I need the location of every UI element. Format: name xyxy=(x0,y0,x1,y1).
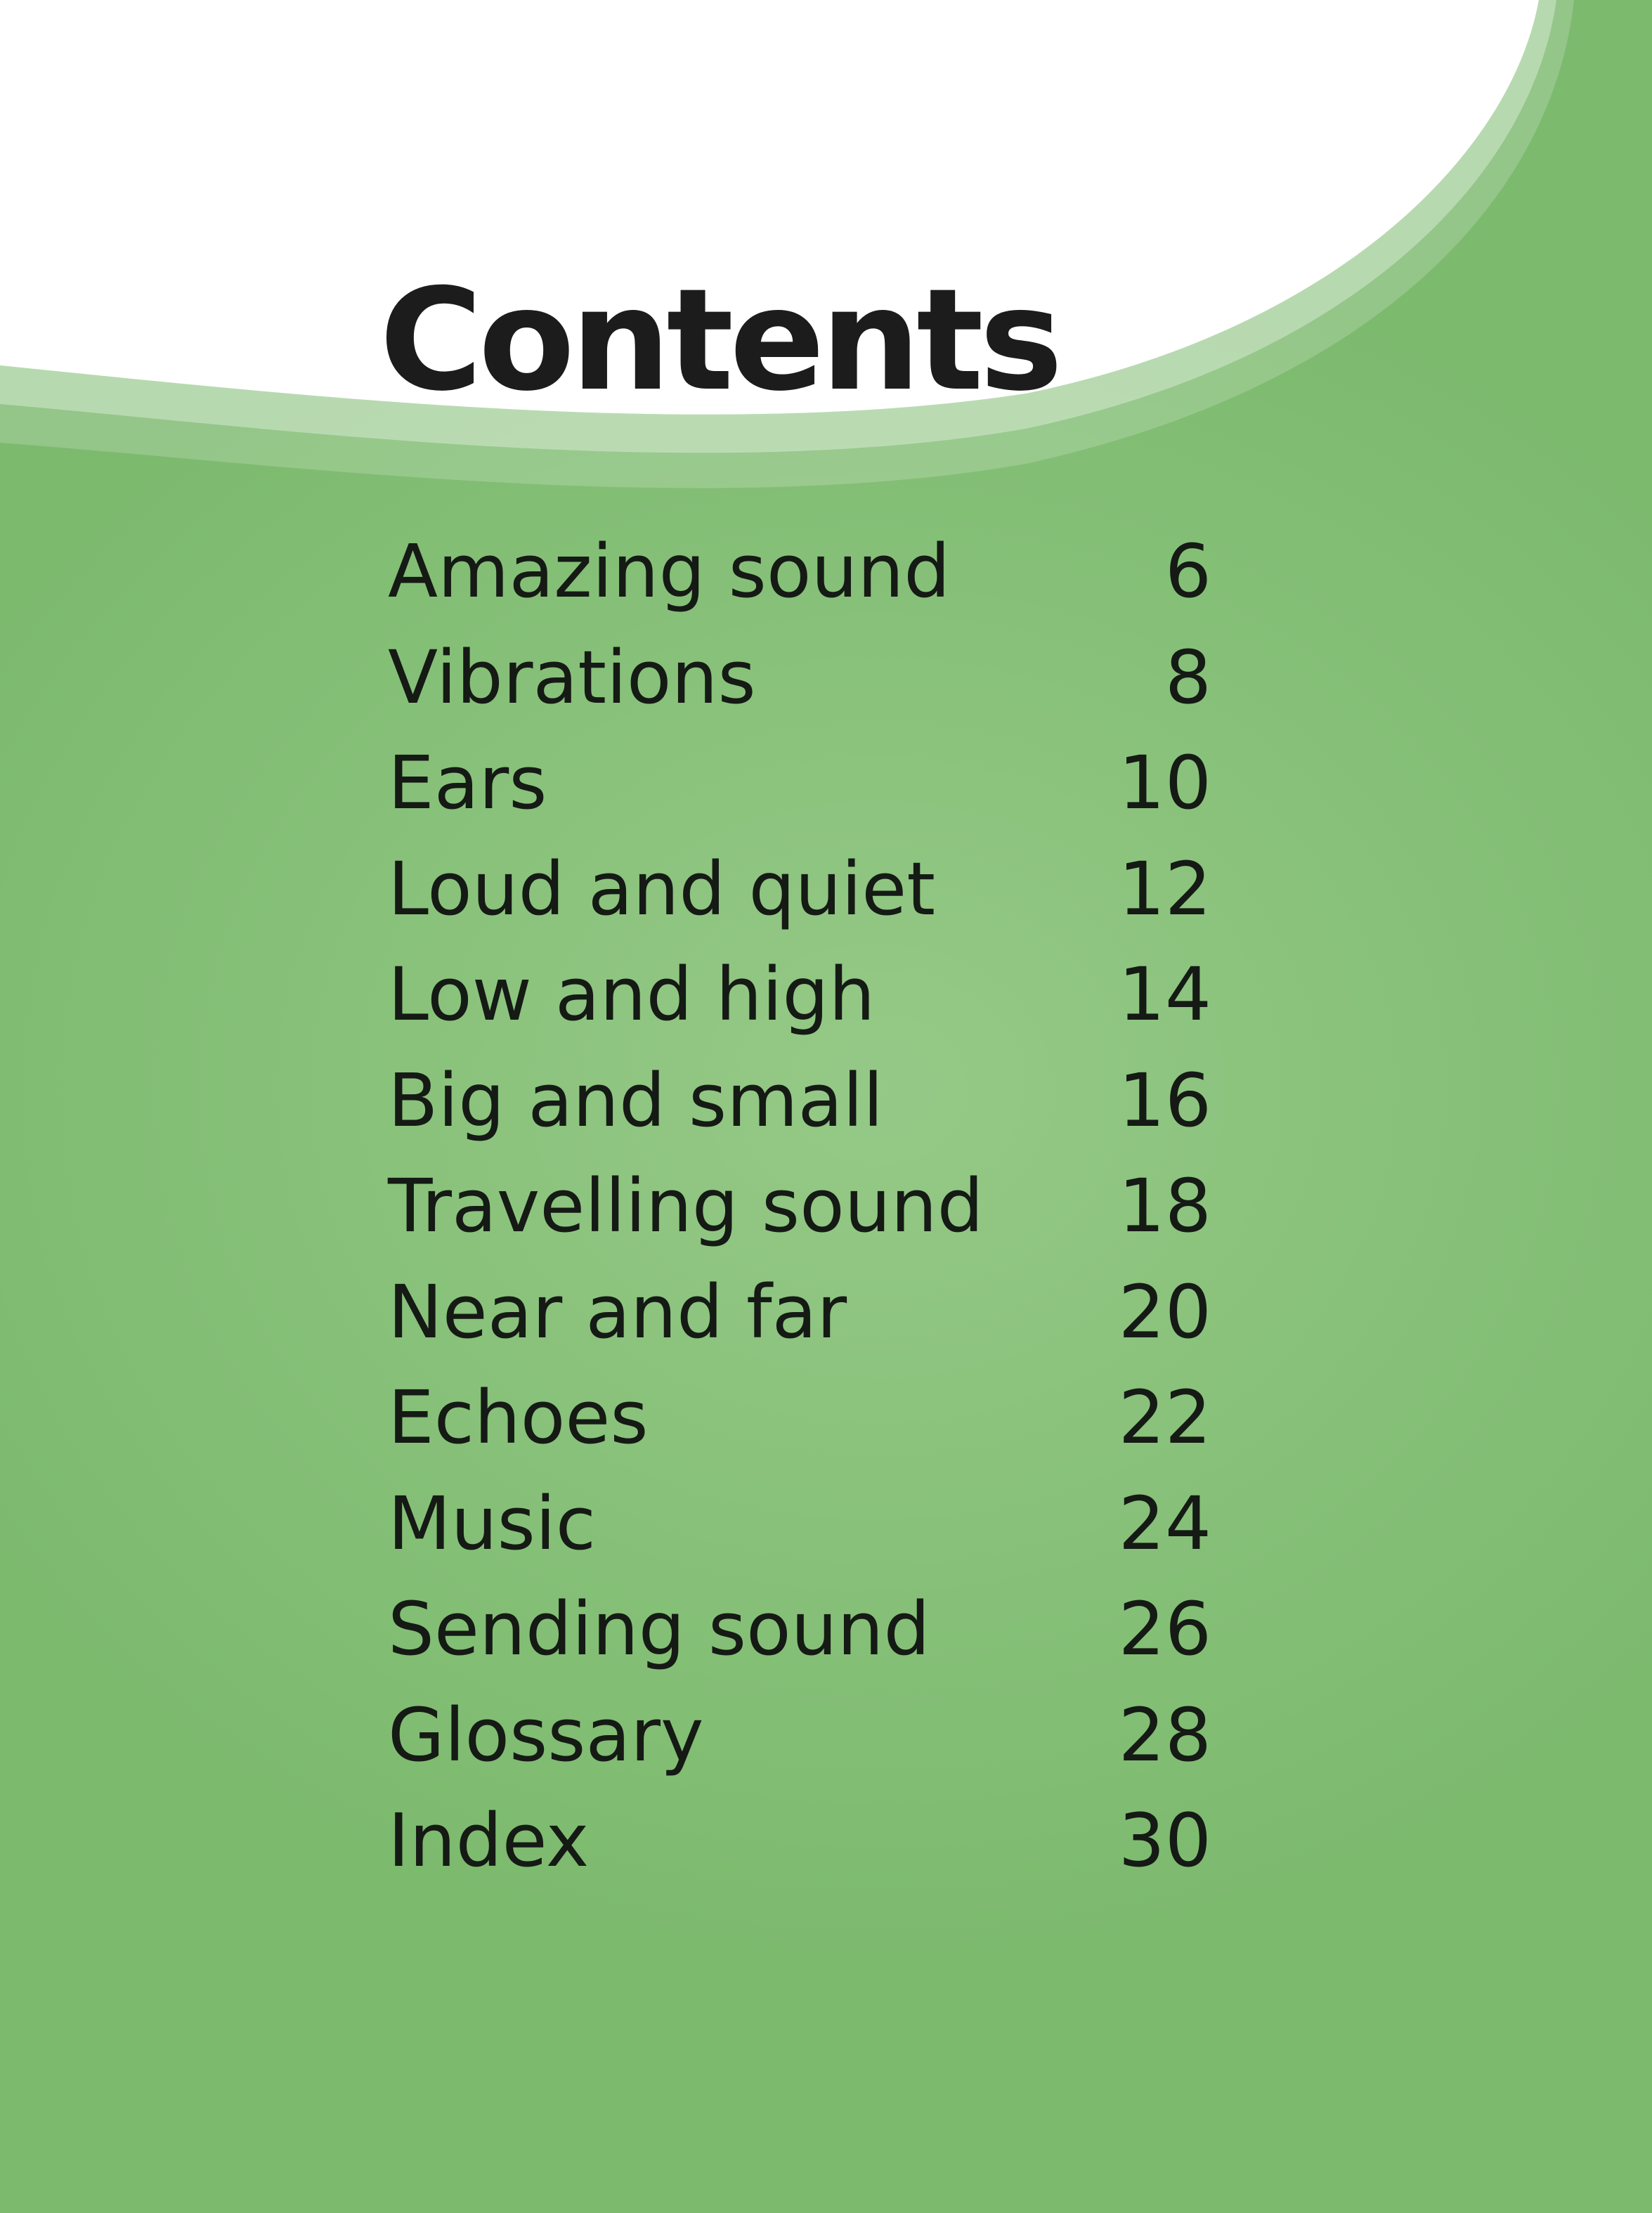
toc-entry-page-number: 12 xyxy=(1118,845,1211,932)
toc-entry xyxy=(388,1048,1211,1154)
toc-entry-page-number: 16 xyxy=(1118,1057,1211,1143)
toc-entry-page-number: 22 xyxy=(1118,1375,1211,1460)
toc-entry-label: Sending sound xyxy=(388,1586,930,1672)
toc-entry-label: Loud and quiet xyxy=(388,845,936,932)
toc-entry-label: Big and small xyxy=(388,1057,884,1143)
toc-entry-label: Near and far xyxy=(388,1268,847,1355)
toc-entry-page-number: 10 xyxy=(1118,740,1211,826)
toc-entry xyxy=(388,1153,1211,1259)
toc-entry xyxy=(388,942,1211,1048)
toc-entry xyxy=(388,1788,1211,1894)
toc-entry xyxy=(388,1682,1211,1789)
page-title: Contents xyxy=(379,259,1059,422)
toc-entry xyxy=(388,1471,1211,1577)
toc-entry-page-number: 24 xyxy=(1118,1480,1211,1566)
toc-entry-label: Vibrations xyxy=(388,634,756,720)
toc-entry-label: Low and high xyxy=(388,952,876,1037)
toc-entry-page-number: 8 xyxy=(1164,634,1211,720)
toc-entry-label: Music xyxy=(388,1480,596,1566)
toc-entry-label: Echoes xyxy=(388,1375,649,1460)
toc-entry-page-number: 14 xyxy=(1118,952,1211,1037)
toc-entry-page-number: 20 xyxy=(1118,1268,1211,1355)
toc-entry-label: Index xyxy=(388,1798,590,1883)
toc-entry xyxy=(388,1576,1211,1682)
toc-entry xyxy=(388,836,1211,942)
toc-entry xyxy=(388,1365,1211,1471)
toc-entry xyxy=(388,625,1211,731)
toc-entry-label: Travelling sound xyxy=(388,1163,984,1249)
toc-entry-label: Amazing sound xyxy=(388,528,951,614)
table-of-contents xyxy=(388,519,1211,1894)
toc-entry-label: Ears xyxy=(388,740,547,826)
toc-entry-page-number: 28 xyxy=(1118,1692,1211,1778)
toc-entry-label: Glossary xyxy=(388,1692,704,1778)
toc-entry-page-number: 18 xyxy=(1118,1163,1211,1249)
toc-entry xyxy=(388,519,1211,625)
toc-entry-page-number: 30 xyxy=(1118,1798,1211,1883)
toc-entry xyxy=(388,730,1211,836)
toc-entry-page-number: 26 xyxy=(1118,1586,1211,1672)
toc-entry-page-number: 6 xyxy=(1164,528,1211,614)
toc-entry xyxy=(388,1259,1211,1365)
